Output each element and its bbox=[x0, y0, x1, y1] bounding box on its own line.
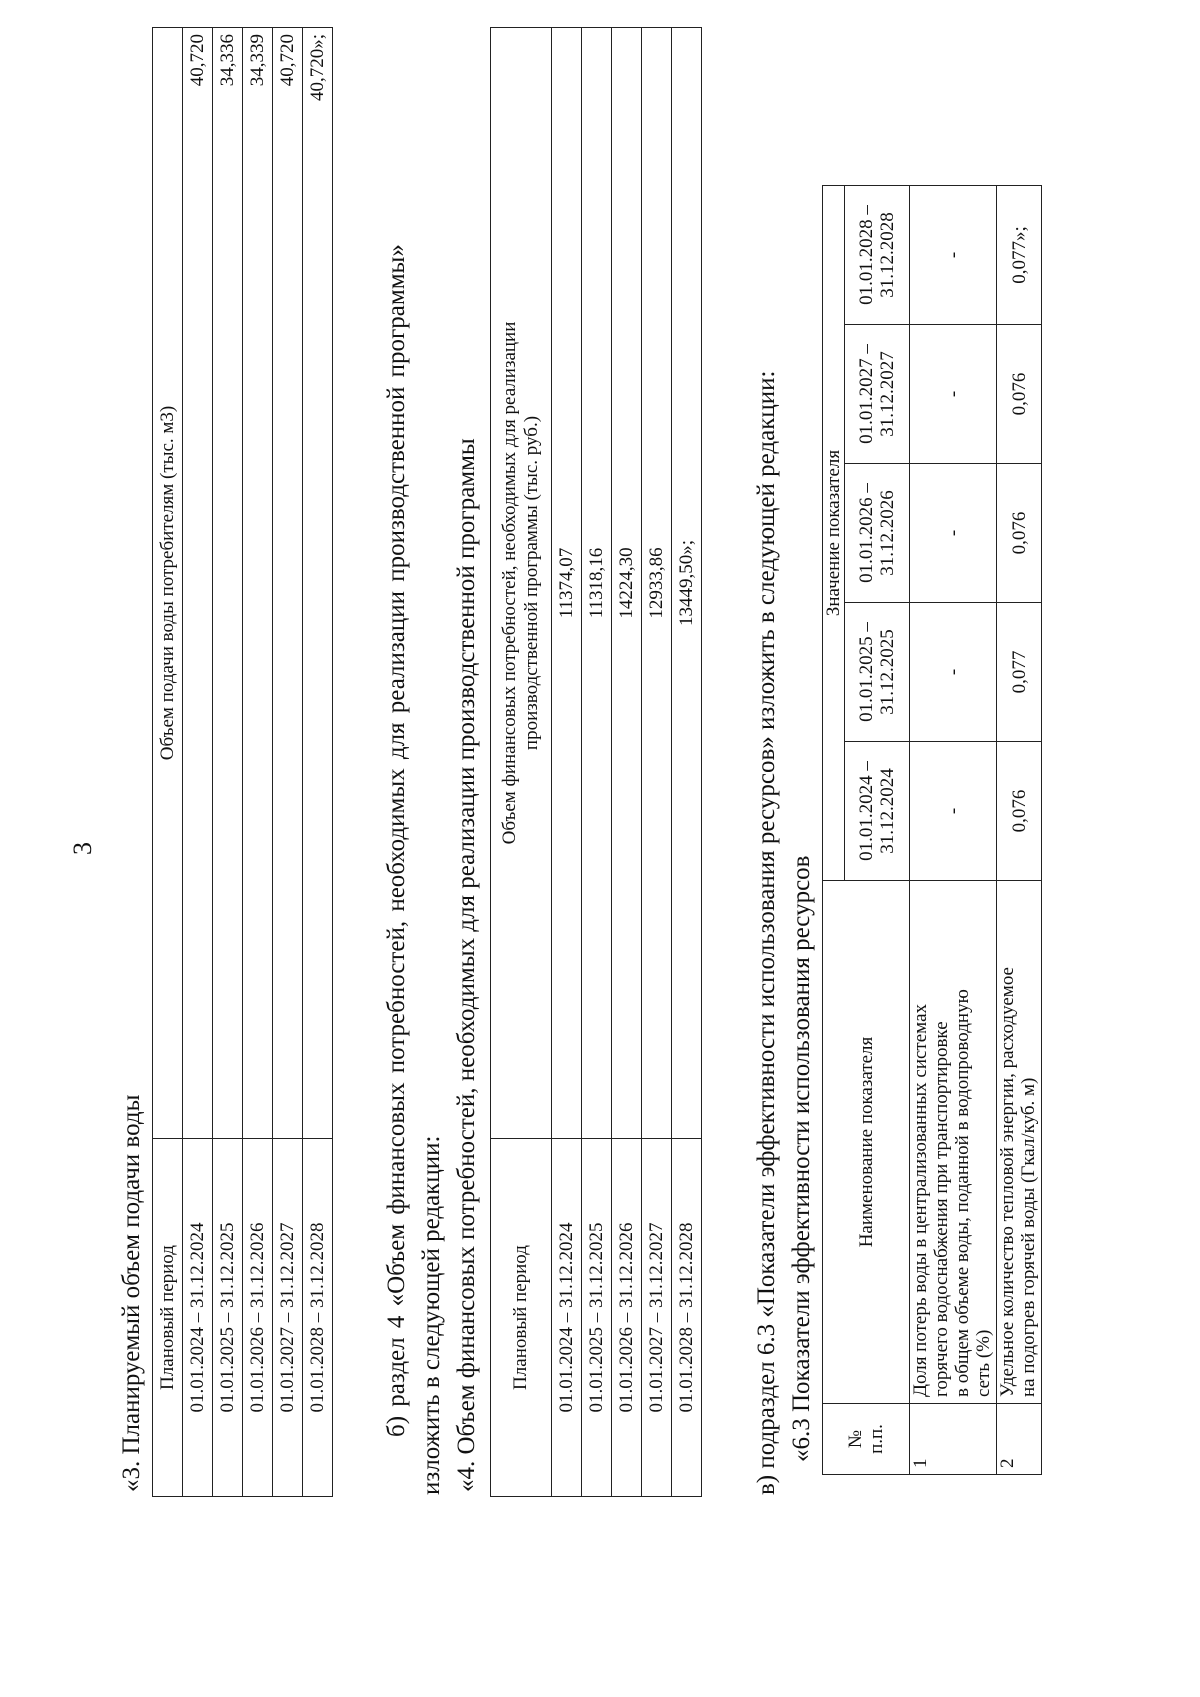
value-cell: 40,720»; bbox=[303, 28, 333, 1139]
table-header-row bbox=[823, 186, 845, 1475]
table-row bbox=[243, 28, 273, 1497]
section63-title: «6.3 Показатели эффективности использования ресурсов bbox=[788, 855, 815, 1462]
row-name-cell bbox=[910, 881, 997, 1404]
name-line: на подогрев горячей воды (Гкал/куб. м) bbox=[1018, 1077, 1039, 1397]
period-cell: 01.01.2025 – 31.12.2025 bbox=[582, 1139, 612, 1497]
col-name-header: Наименование показателя bbox=[823, 881, 910, 1404]
table-row bbox=[997, 186, 1042, 1475]
row-num-cell: 2 bbox=[997, 1404, 1042, 1475]
period-cell: 01.01.2024 – 31.12.2024 bbox=[552, 1139, 582, 1497]
period-start: 01.01.2024 – bbox=[856, 761, 877, 861]
col-volume-header-line2: производственной программы (тыс. руб.) bbox=[521, 415, 542, 751]
value-cell: 0,077»; bbox=[997, 186, 1042, 325]
table-row bbox=[303, 28, 333, 1497]
table-row bbox=[612, 28, 642, 1497]
row-name-cell bbox=[997, 881, 1042, 1404]
period-end: 31.12.2026 bbox=[877, 490, 898, 576]
col-volume-header: Объем подачи воды потребителям (тыс. м3) bbox=[153, 28, 183, 1139]
value-cell: 34,336 bbox=[213, 28, 243, 1139]
name-line: сеть (%) bbox=[973, 1329, 994, 1397]
resource-efficiency-table bbox=[822, 185, 1042, 1475]
period-end: 31.12.2027 bbox=[877, 351, 898, 437]
period-cell: 01.01.2027 – 31.12.2027 bbox=[642, 1139, 672, 1497]
value-cell: 13449,50»; bbox=[672, 28, 702, 1139]
period-cell: 01.01.2024 – 31.12.2024 bbox=[183, 1139, 213, 1497]
period-header bbox=[845, 464, 910, 603]
value-cell: - bbox=[910, 464, 997, 603]
table-row bbox=[552, 28, 582, 1497]
financial-needs-table bbox=[490, 27, 702, 1497]
para-b-line2: изложить в следующей редакции: bbox=[418, 1135, 445, 1495]
col-num-header bbox=[823, 1404, 910, 1475]
col-volume-header-line1: Объем финансовых потребностей, необходимых для реализации bbox=[499, 321, 520, 845]
col-period-header: Плановый период bbox=[153, 1139, 183, 1497]
period-header bbox=[845, 325, 910, 464]
table-row bbox=[183, 28, 213, 1497]
col-values-header: Значение показателя bbox=[823, 186, 845, 881]
col-num-header-line2: п.п. bbox=[866, 1424, 887, 1454]
value-cell: 0,076 bbox=[997, 742, 1042, 881]
value-cell: 34,339 bbox=[243, 28, 273, 1139]
table-row bbox=[910, 186, 997, 1475]
period-cell: 01.01.2026 – 31.12.2026 bbox=[612, 1139, 642, 1497]
period-header bbox=[845, 603, 910, 742]
period-cell: 01.01.2027 – 31.12.2027 bbox=[273, 1139, 303, 1497]
period-end: 31.12.2024 bbox=[877, 768, 898, 854]
period-end: 31.12.2028 bbox=[877, 212, 898, 298]
value-cell: 12933,86 bbox=[642, 28, 672, 1139]
value-cell: 40,720 bbox=[273, 28, 303, 1139]
table-header-row bbox=[491, 28, 552, 1497]
value-cell: 0,076 bbox=[997, 325, 1042, 464]
value-cell: 11374,07 bbox=[552, 28, 582, 1139]
value-cell: - bbox=[910, 603, 997, 742]
period-start: 01.01.2028 – bbox=[856, 205, 877, 305]
table-row bbox=[273, 28, 303, 1497]
table-row bbox=[582, 28, 612, 1497]
col-volume-header bbox=[491, 28, 552, 1139]
row-num-cell: 1 bbox=[910, 1404, 997, 1475]
name-line: в общем объеме воды, поданной в водопроводную bbox=[952, 989, 973, 1397]
table-row bbox=[642, 28, 672, 1497]
name-line: горячего водоснабжения при транспортировке bbox=[931, 1021, 952, 1397]
value-cell: - bbox=[910, 742, 997, 881]
para-b-line1: б) раздел 4 «Объем финансовых потребностей, необходимых для реализации производственной программы» bbox=[383, 244, 410, 1437]
period-header bbox=[845, 186, 910, 325]
period-cell: 01.01.2028 – 31.12.2028 bbox=[303, 1139, 333, 1497]
period-cell: 01.01.2026 – 31.12.2026 bbox=[243, 1139, 273, 1497]
table-row bbox=[672, 28, 702, 1497]
section4-title: «4. Объем финансовых потребностей, необходимых для реализации производственной программы bbox=[453, 438, 480, 1492]
page-number: 3 bbox=[68, 842, 97, 855]
value-cell: - bbox=[910, 325, 997, 464]
name-line: Удельное количество тепловой энергии, расходуемое bbox=[997, 967, 1018, 1397]
col-period-header: Плановый период bbox=[491, 1139, 552, 1497]
period-cell: 01.01.2025 – 31.12.2025 bbox=[213, 1139, 243, 1497]
water-supply-table bbox=[152, 27, 333, 1497]
name-line: Доля потерь воды в централизованных системах bbox=[910, 1004, 931, 1397]
value-cell: 0,076 bbox=[997, 464, 1042, 603]
col-num-header-line1: № bbox=[845, 1429, 866, 1449]
value-cell: 11318,16 bbox=[582, 28, 612, 1139]
value-cell: 0,077 bbox=[997, 603, 1042, 742]
period-end: 31.12.2025 bbox=[877, 629, 898, 715]
para-v-line1: в) подраздел 6.3 «Показатели эффективности использования ресурсов» изложить в следующей редакции: bbox=[753, 370, 780, 1495]
period-cell: 01.01.2028 – 31.12.2028 bbox=[672, 1139, 702, 1497]
period-start: 01.01.2027 – bbox=[856, 344, 877, 444]
section3-title: «3. Планируемый объем подачи воды bbox=[118, 1094, 145, 1492]
period-start: 01.01.2025 – bbox=[856, 622, 877, 722]
value-cell: - bbox=[910, 186, 997, 325]
table-row bbox=[213, 28, 243, 1497]
table-header-row bbox=[153, 28, 183, 1497]
period-header bbox=[845, 742, 910, 881]
value-cell: 14224,30 bbox=[612, 28, 642, 1139]
period-start: 01.01.2026 – bbox=[856, 483, 877, 583]
value-cell: 40,720 bbox=[183, 28, 213, 1139]
